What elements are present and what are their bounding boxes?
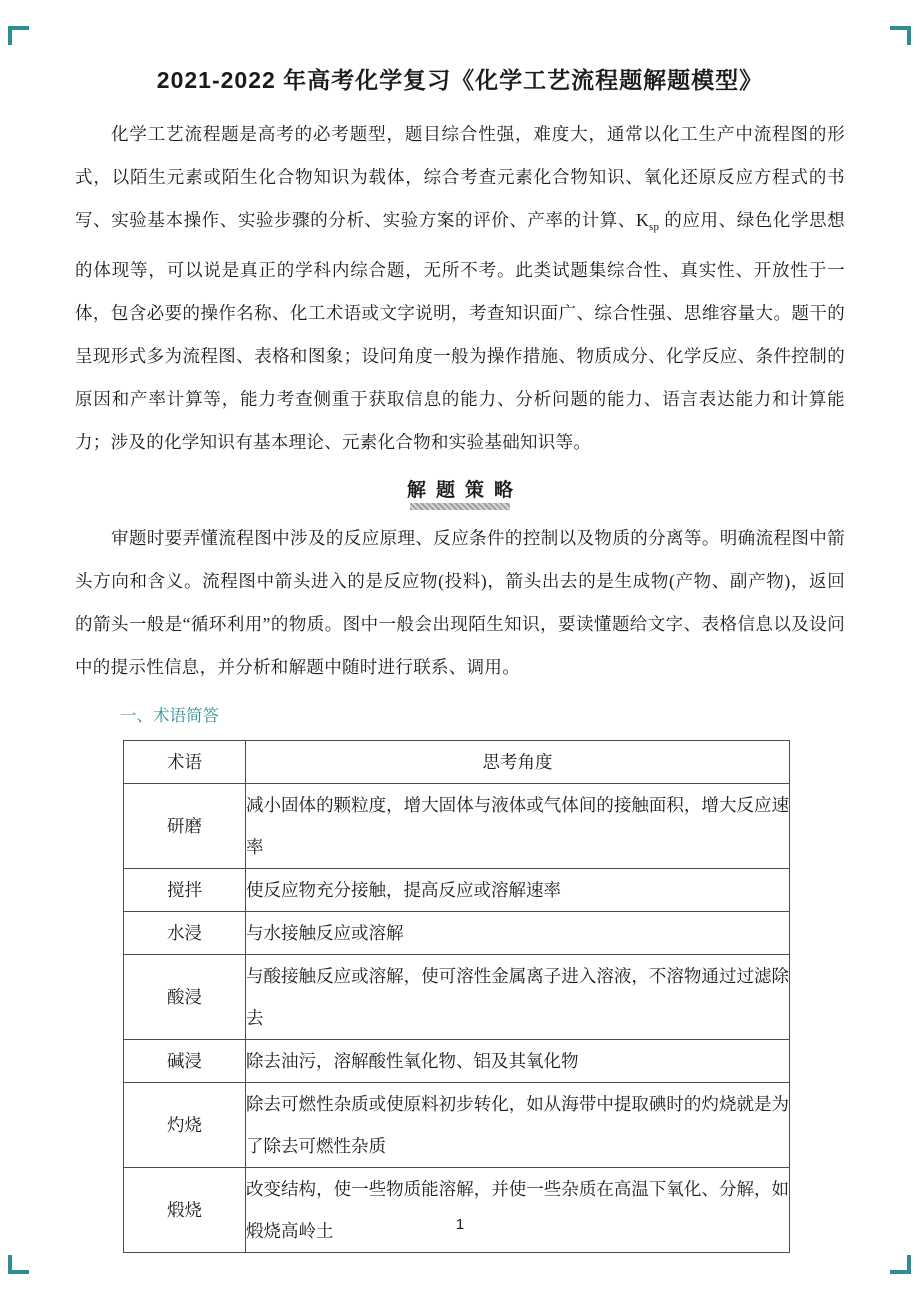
table-row (124, 869, 790, 912)
terms-table (123, 740, 790, 1253)
intro-text-before-ksp: 化学工艺流程题是高考的必考题型，题目综合性强，难度大，通常以化工生产中流程图的形式，以陌生元素或陌生化合物知识为载体，综合考查元素化合物知识、氧化还原反应方程式的书写、实验基本操作、实验步骤的分析、实验方案的评价、产率的计算、 (75, 124, 845, 230)
desc-cell: 使反应物充分接触，提高反应或溶解速率 (246, 869, 790, 912)
table-row (124, 955, 790, 1040)
strategy-heading-block (75, 475, 845, 510)
term-cell: 酸浸 (124, 955, 246, 1040)
ksp-symbol: K (636, 210, 649, 230)
desc-cell: 改变结构，使一些物质能溶解，并使一些杂质在高温下氧化、分解，如煅烧高岭土 (246, 1168, 790, 1253)
strategy-paragraph: 审题时要弄懂流程图中涉及的反应原理、反应条件的控制以及物质的分离等。明确流程图中箭头方向和含义。流程图中箭头进入的是反应物(投料)，箭头出去的是生成物(产物、副产物)，返回的箭头一般是“循环利用”的物质。图中一般会出现陌生知识，要读懂题给文字、表格信息以及设问中的提示性信息，并分析和解题中随时进行联系、调用。 (75, 528, 845, 677)
terms-table-body (124, 784, 790, 1253)
page-number: 1 (455, 1216, 465, 1233)
terms-table-header-row (124, 741, 790, 784)
table-row (124, 1083, 790, 1168)
term-cell: 灼烧 (124, 1083, 246, 1168)
section-title-terms: 一、术语简答 (120, 707, 219, 725)
crop-mark-bottom-left-icon (8, 1255, 29, 1274)
table-row (124, 1040, 790, 1083)
crop-mark-bottom-right-icon (890, 1255, 911, 1274)
desc-cell: 除去可燃性杂质或使原料初步转化，如从海带中提取碘时的灼烧就是为了除去可燃性杂质 (246, 1083, 790, 1168)
desc-cell: 与酸接触反应或溶解，使可溶性金属离子进入溶液，不溶物通过过滤除去 (246, 955, 790, 1040)
table-header-term: 术语 (124, 741, 246, 784)
document-title: 2021-2022 年高考化学复习《化学工艺流程题解题模型》 (156, 67, 764, 93)
strategy-underline-bar (410, 503, 510, 510)
table-row (124, 784, 790, 869)
intro-paragraph (75, 113, 845, 464)
term-cell: 搅拌 (124, 869, 246, 912)
desc-cell: 除去油污，溶解酸性氧化物、铝及其氧化物 (246, 1040, 790, 1083)
ksp-subscript: sp (648, 221, 660, 233)
table-header-angle: 思考角度 (246, 741, 790, 784)
crop-mark-top-right-icon (890, 26, 911, 45)
intro-text-after-ksp: 的应用、绿色化学思想的体现等，可以说是真正的学科内综合题，无所不考。此类试题集综合性、真实性、开放性于一体，包含必要的操作名称、化工术语或文字说明，考查知识面广、综合性强、思维容量大。题干的呈现形式多为流程图、表格和图象；设问角度一般为操作措施、物质成分、化学反应、条件控制的原因和产率计算等，能力考查侧重于获取信息的能力、分析问题的能力、语言表达能力和计算能力；涉及的化学知识有基本理论、元素化合物和实验基础知识等。 (75, 210, 845, 452)
term-cell: 水浸 (124, 912, 246, 955)
desc-cell: 减小固体的颗粒度，增大固体与液体或气体间的接触面积，增大反应速率 (246, 784, 790, 869)
term-cell: 煅烧 (124, 1168, 246, 1253)
table-row (124, 912, 790, 955)
table-row (124, 1168, 790, 1253)
term-cell: 碱浸 (124, 1040, 246, 1083)
crop-mark-top-left-icon (8, 26, 29, 45)
term-cell: 研磨 (124, 784, 246, 869)
strategy-heading: 解题策略 (406, 480, 523, 501)
desc-cell: 与水接触反应或溶解 (246, 912, 790, 955)
